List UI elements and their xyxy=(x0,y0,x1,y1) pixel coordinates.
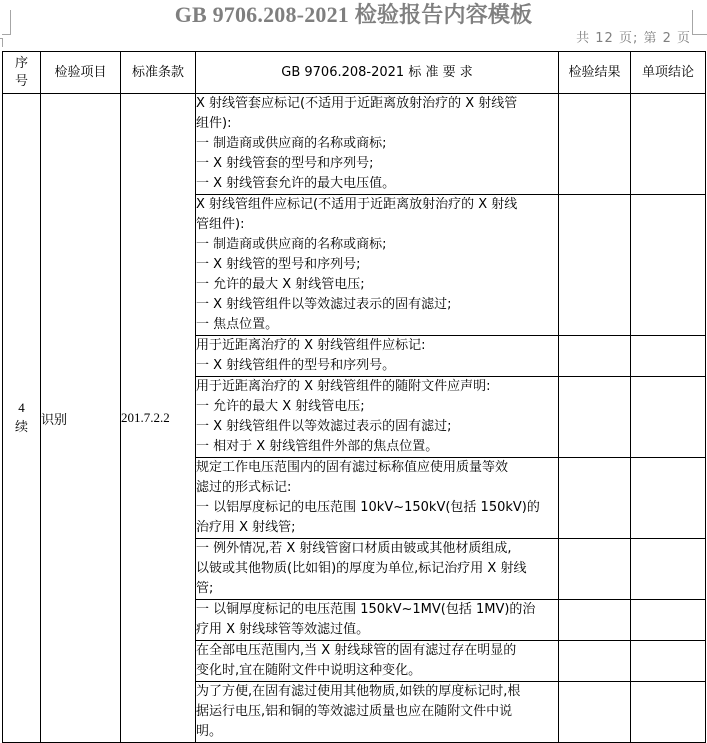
conclusion-cell[interactable] xyxy=(631,195,706,336)
requirement-line: 一 制造商或供应商的名称或商标; xyxy=(196,237,387,252)
requirement-cell xyxy=(196,336,559,377)
requirement-line: 组件): xyxy=(196,116,232,131)
header-seq xyxy=(3,52,41,94)
clause-cell: 201.7.2.2 xyxy=(121,94,196,743)
result-cell[interactable] xyxy=(559,195,631,336)
header-item: 检验项目 xyxy=(41,52,121,94)
requirement-line: 在全部电压范围内,当 X 射线球管的固有滤过存在明显的 xyxy=(196,643,517,658)
requirement-line: 为了方便,在固有滤过使用其他物质,如铁的厚度标记时,根 xyxy=(196,684,521,699)
requirement-line: 管组件): xyxy=(196,217,245,232)
header-requirement: GB 9706.208-2021 标 准 要 求 xyxy=(196,52,559,94)
crop-mark-top-right xyxy=(692,10,707,35)
seq-cell xyxy=(3,94,41,743)
requirement-line: 变化时,宜在随附文件中说明这种变化。 xyxy=(196,663,422,678)
conclusion-cell[interactable] xyxy=(631,539,706,600)
requirement-line: 一 允许的最大 X 射线管电压; xyxy=(196,399,365,414)
requirement-line: 一 X 射线管组件以等效滤过表示的固有滤过; xyxy=(196,297,452,312)
requirement-cell xyxy=(196,94,559,195)
requirement-line: 一 允许的最大 X 射线管电压; xyxy=(196,277,365,292)
conclusion-cell[interactable] xyxy=(631,458,706,539)
requirement-cell xyxy=(196,641,559,682)
requirement-line: 疗用 X 射线球管等效滤过值。 xyxy=(196,622,370,637)
requirement-line: 据运行电压,铝和铜的等效滤过质量也应在随附文件中说 xyxy=(196,704,513,719)
header-seq-label: 序号 xyxy=(14,55,28,89)
header-clause: 标准条款 xyxy=(121,52,196,94)
result-cell[interactable] xyxy=(559,641,631,682)
requirement-line: 一 例外情况,若 X 射线管窗口材质由铍或其他材质组成, xyxy=(196,541,512,556)
requirement-line: 一 相对于 X 射线管组件外部的焦点位置。 xyxy=(196,439,439,454)
requirement-cell xyxy=(196,600,559,641)
seq-suffix: 续 xyxy=(14,420,28,435)
requirement-cell xyxy=(196,458,559,539)
requirement-line: 规定工作电压范围内的固有滤过标称值应使用质量等效 xyxy=(196,460,509,475)
requirement-line: 一 焦点位置。 xyxy=(196,317,279,332)
requirement-line: 以铍或其他物质(比如钼)的厚度为单位,标记治疗用 X 射线 xyxy=(196,561,527,576)
header-conclusion: 单项结论 xyxy=(631,52,706,94)
result-cell[interactable] xyxy=(559,336,631,377)
requirement-line: 一 X 射线管套允许的最大电压值。 xyxy=(196,176,396,191)
requirement-line: 一 制造商或供应商的名称或商标; xyxy=(196,136,387,151)
conclusion-cell[interactable] xyxy=(631,94,706,195)
result-cell[interactable] xyxy=(559,600,631,641)
seq-number: 4 xyxy=(18,400,25,415)
requirement-line: 一 X 射线管套的型号和序列号; xyxy=(196,156,374,171)
document-title: GB 9706.208-2021 检验报告内容模板 xyxy=(174,2,533,27)
requirement-line: 一 以铜厚度标记的电压范围 150kV~1MV(包括 1MV)的治 xyxy=(196,602,536,617)
requirement-line: X 射线管组件应标记(不适用于近距离放射治疗的 X 射线 xyxy=(196,197,518,212)
requirement-cell xyxy=(196,195,559,336)
requirement-line: 一 X 射线管组件以等效滤过表示的固有滤过; xyxy=(196,419,452,434)
conclusion-cell[interactable] xyxy=(631,377,706,458)
conclusion-cell[interactable] xyxy=(631,336,706,377)
requirement-line: 管; xyxy=(196,581,214,596)
crop-mark-left xyxy=(0,38,3,47)
requirement-line: 明。 xyxy=(196,724,223,739)
requirement-line: 用于近距离治疗的 X 射线管组件的随附文件应声明: xyxy=(196,379,491,394)
requirement-line: 一 X 射线管的型号和序列号; xyxy=(196,257,361,272)
requirement-cell xyxy=(196,539,559,600)
conclusion-cell[interactable] xyxy=(631,641,706,682)
crop-mark-top-left xyxy=(2,10,11,35)
result-cell[interactable] xyxy=(559,377,631,458)
header-result: 检验结果 xyxy=(559,52,631,94)
conclusion-cell[interactable] xyxy=(631,600,706,641)
requirement-cell xyxy=(196,377,559,458)
table-header-row xyxy=(3,52,706,94)
result-cell[interactable] xyxy=(559,94,631,195)
conclusion-cell[interactable] xyxy=(631,682,706,743)
requirement-line: 治疗用 X 射线管; xyxy=(196,520,296,535)
requirement-line: X 射线管套应标记(不适用于近距离放射治疗的 X 射线管 xyxy=(196,96,518,111)
result-cell[interactable] xyxy=(559,682,631,743)
item-cell: 识别 xyxy=(41,94,121,743)
requirement-cell xyxy=(196,682,559,743)
result-cell[interactable] xyxy=(559,458,631,539)
report-table xyxy=(2,51,706,743)
requirement-line: 滤过的形式标记: xyxy=(196,480,292,495)
page-info: 共 12 页; 第 2 页 xyxy=(576,31,691,46)
requirement-line: 一 以铝厚度标记的电压范围 10kV~150kV(包括 150kV)的 xyxy=(196,500,540,515)
result-cell[interactable] xyxy=(559,539,631,600)
table-row xyxy=(3,94,706,195)
requirement-line: 用于近距离治疗的 X 射线管组件应标记: xyxy=(196,338,426,353)
requirement-line: 一 X 射线管组件的型号和序列号。 xyxy=(196,358,396,373)
